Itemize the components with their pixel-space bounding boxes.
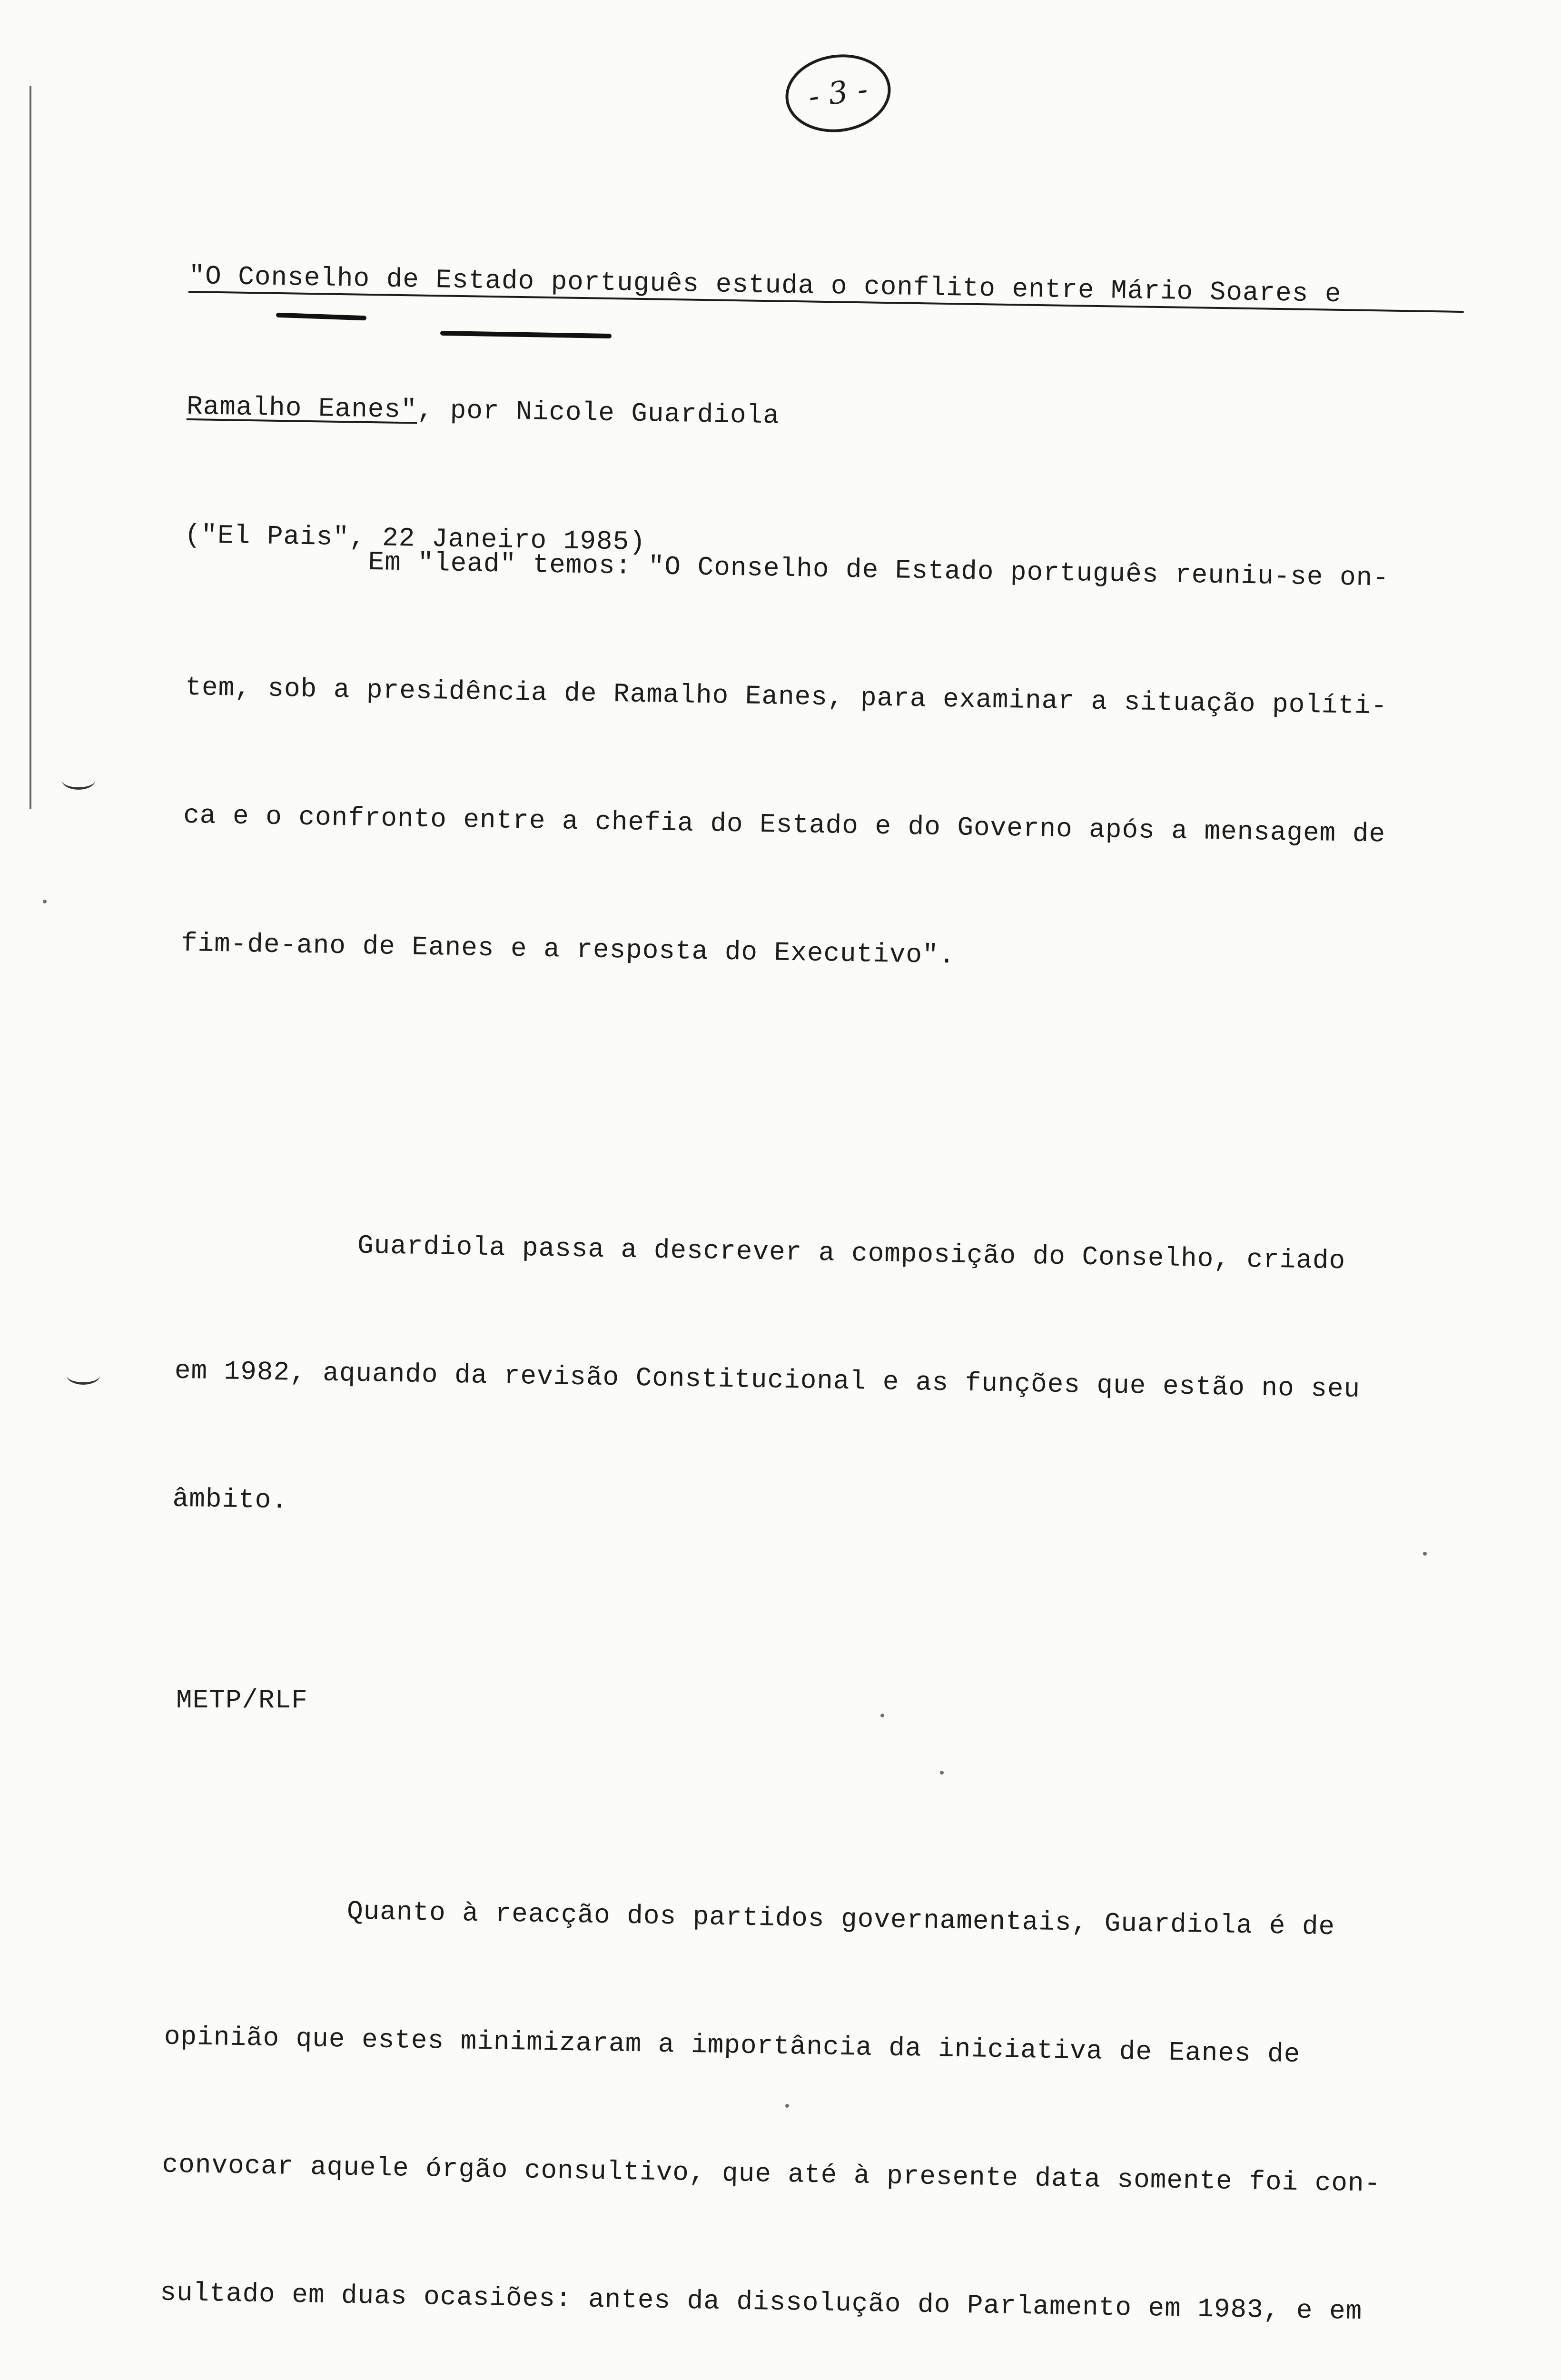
margin-mark: [67, 1366, 100, 1385]
page-number-circled: - 3 -: [780, 48, 896, 139]
scan-speck: [43, 900, 47, 903]
binder-margin-line: [30, 86, 31, 809]
text-line: Quanto à reacção dos partidos governamentais, Guardiola é de: [346, 1896, 1335, 1943]
heading-line-1: "O Conselho de Estado português estuda o conflito entre Mário Soares e: [188, 255, 1464, 313]
scan-speck: [785, 2104, 789, 2108]
paragraph: [154, 1802, 1500, 2380]
paragraph: [179, 452, 1521, 1071]
heading-underlined-name: Ramalho Eanes": [186, 391, 418, 426]
text-line: convocar aquele órgão consultivo, que até à presente data somente foi con-: [162, 2149, 1381, 2199]
text-line: tem, sob a presidência de Ramalho Eanes, para examinar a situação políti-: [185, 672, 1388, 722]
scan-speck: [1423, 1552, 1427, 1556]
text-line: Guardiola passa a descrever a composição do Conselho, criado: [357, 1230, 1346, 1277]
paragraph: [171, 1136, 1511, 1626]
text-line: Em "lead" temos: "O Conselho de Estado português reuniu-se on-: [368, 546, 1390, 594]
scan-speck: [880, 1714, 884, 1717]
text-line: opinião que estes minimizaram a importância da iniciativa de Eanes de: [164, 2021, 1301, 2070]
text-line: sultado em duas ocasiões: antes da dissolução do Parlamento em 1983, e em: [159, 2277, 1363, 2327]
text-line: ca e o confronto entre a chefia do Estado e do Governo após a mensagem de: [183, 800, 1386, 850]
text-line: âmbito.: [172, 1483, 288, 1516]
heading-author: , por Nicole Guardiola: [417, 395, 780, 431]
margin-mark: [62, 771, 95, 790]
author-initials: METP/RLF: [176, 1685, 308, 1716]
article-body: [121, 367, 1522, 2380]
heading-source: ("El Pais", 22 Janeiro 1985): [184, 519, 646, 558]
text-line: em 1982, aquando da revisão Constitucional e as funções que estão no seu: [174, 1355, 1361, 1405]
text-line: fim-de-ano de Eanes e a resposta do Executivo".: [181, 928, 956, 971]
scan-speck: [940, 1771, 944, 1775]
